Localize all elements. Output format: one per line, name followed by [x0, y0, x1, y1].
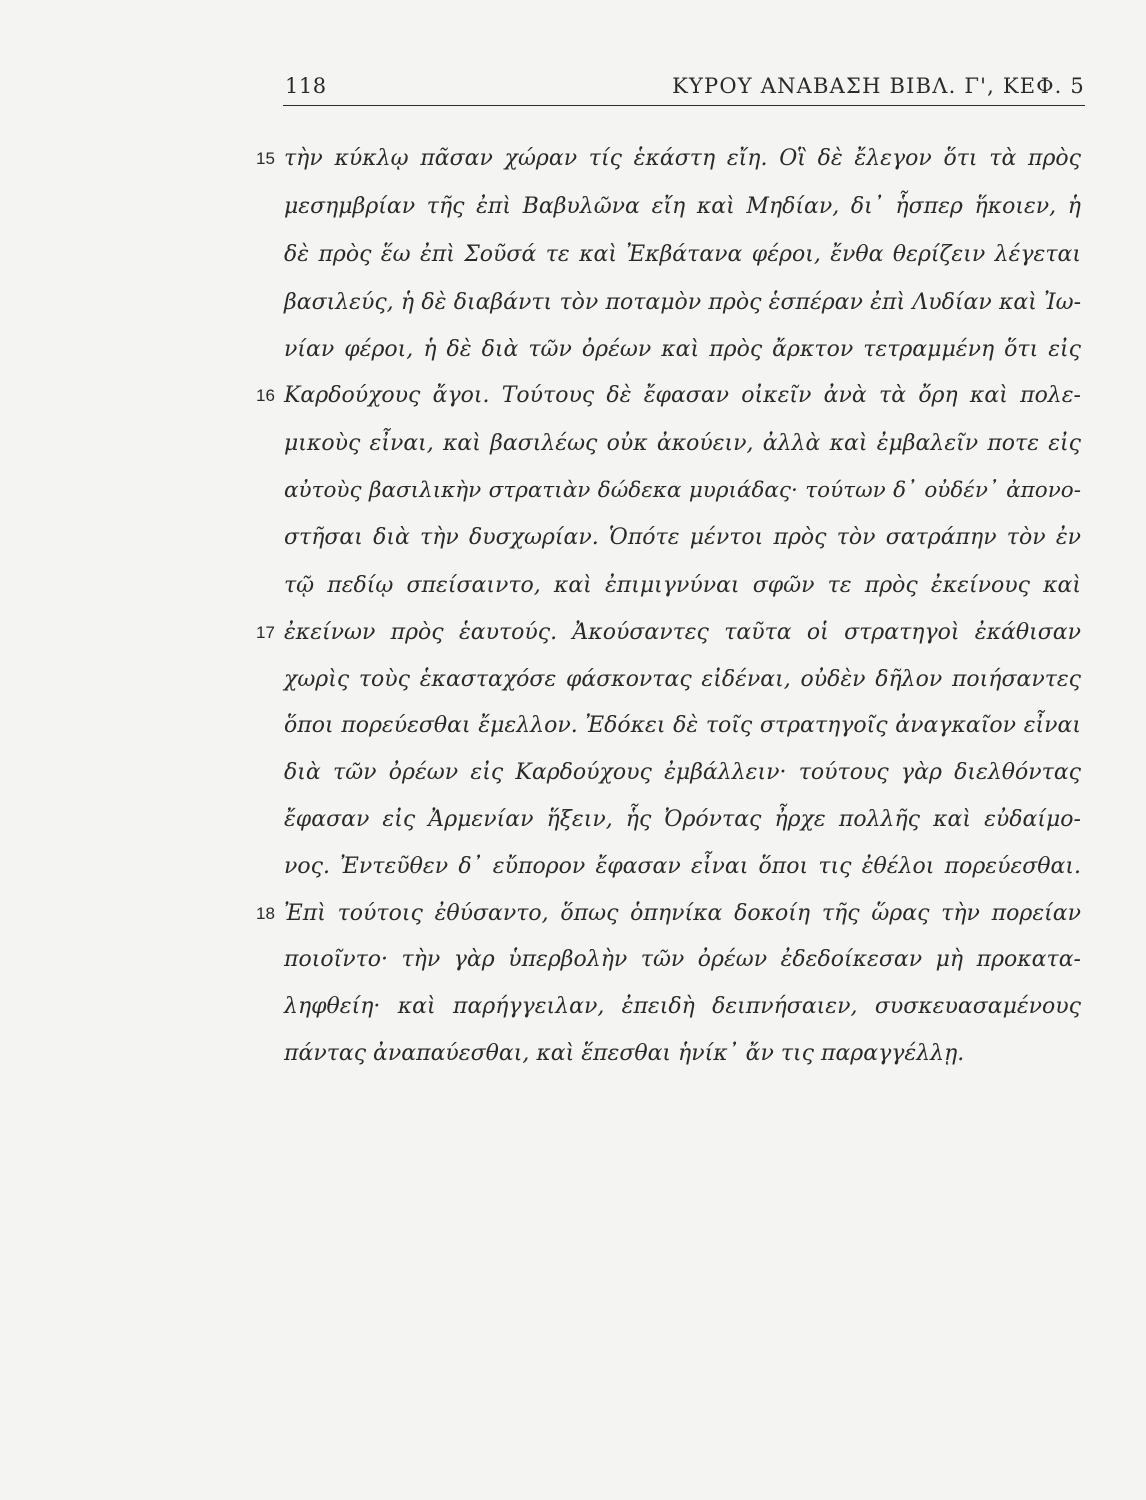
text-line: μεσημβρίαν τῆς ἐπὶ Βαβυλῶνα εἴη καὶ Μηδίαν, δι᾽ ἧσπερ ἥκοιεν, ἡ	[284, 194, 1081, 219]
section-number: 15	[256, 149, 275, 168]
text-line: πάντας ἀναπαύεσθαι, καὶ ἕπεσθαι ἡνίκ᾽ ἄν τις παραγγέλλῃ.	[284, 1041, 965, 1066]
text-line: διὰ τῶν ὀρέων εἰς Καρδούχους ἐμβάλλειν· τούτους γὰρ διελθόντας	[284, 760, 1081, 785]
section-number: 17	[256, 623, 275, 642]
text-line: ποιοῖντο· τὴν γὰρ ὑπερβολὴν τῶν ὀρέων ἐδεδοίκεσαν μὴ προκατα-	[284, 947, 1081, 972]
text-line: νίαν φέροι, ἡ δὲ διὰ τῶν ὀρέων καὶ πρὸς ἄρκτον τετραμμένη ὅτι εἰς	[284, 337, 1081, 362]
text-line: Καρδούχους ἄγοι. Τούτους δὲ ἔφασαν οἰκεῖν ἀνὰ τὰ ὄρη καὶ πολε-	[284, 383, 1081, 408]
text-line: μικοὺς εἶναι, καὶ βασιλέως οὐκ ἀκούειν, ἀλλὰ καὶ ἐμβαλεῖν ποτε εἰς	[284, 431, 1081, 456]
text-line: ληφθείη· καὶ παρήγγειλαν, ἐπειδὴ δειπνήσαιεν, συσκευασαμένους	[284, 994, 1081, 1019]
page-number: 118	[285, 74, 327, 98]
text-line: τὴν κύκλῳ πᾶσαν χώραν τίς ἑκάστη εἴη. Οἳ δὲ ἔλεγον ὅτι τὰ πρὸς	[284, 146, 1081, 171]
running-title: ΚΥΡΟΥ ΑΝΑΒΑΣΗ ΒΙΒΛ. Γ', ΚΕΦ. 5	[672, 74, 1085, 98]
text-line: χωρὶς τοὺς ἑκασταχόσε φάσκοντας εἰδέναι, οὐδὲν δῆλον ποιήσαντες	[284, 667, 1081, 692]
section-number: 16	[256, 386, 275, 405]
text-line: δὲ πρὸς ἕω ἐπὶ Σοῦσά τε καὶ Ἐκβάτανα φέροι, ἔνθα θερίζειν λέγεται	[284, 242, 1081, 267]
section-number: 18	[256, 904, 275, 923]
text-line: βασιλεύς, ἡ δὲ διαβάντι τὸν ποταμὸν πρὸς ἑσπέραν ἐπὶ Λυδίαν καὶ Ἰω-	[284, 290, 1081, 315]
text-line: νος. Ἐντεῦθεν δ᾽ εὔπορον ἔφασαν εἶναι ὅποι τις ἐθέλοι πορεύεσθαι.	[284, 854, 1081, 879]
header-rule	[283, 105, 1085, 106]
text-line: ἐκείνων πρὸς ἑαυτούς. Ἀκούσαντες ταῦτα οἱ στρατηγοὶ ἐκάθισαν	[284, 620, 1081, 645]
text-line: ἔφασαν εἰς Ἀρμενίαν ἥξειν, ἧς Ὀρόντας ἦρχε πολλῆς καὶ εὐδαίμο-	[284, 807, 1081, 832]
text-line: τῷ πεδίῳ σπείσαιντο, καὶ ἐπιμιγνύναι σφῶν τε πρὸς ἐκείνους καὶ	[284, 573, 1081, 598]
text-line: Ἐπὶ τούτοις ἐθύσαντο, ὅπως ὁπηνίκα δοκοίη τῆς ὥρας τὴν πορείαν	[284, 901, 1081, 926]
text-line: αὐτοὺς βασιλικὴν στρατιὰν δώδεκα μυριάδας· τούτων δ᾽ οὐδέν᾽ ἀπονο-	[284, 478, 1081, 503]
page-header	[283, 72, 1085, 106]
text-line: ὅποι πορεύεσθαι ἔμελλον. Ἐδόκει δὲ τοῖς στρατηγοῖς ἀναγκαῖον εἶναι	[284, 713, 1081, 738]
text-line: στῆσαι διὰ τὴν δυσχωρίαν. Ὁπότε μέντοι πρὸς τὸν σατράπην τὸν ἐν	[284, 525, 1081, 550]
